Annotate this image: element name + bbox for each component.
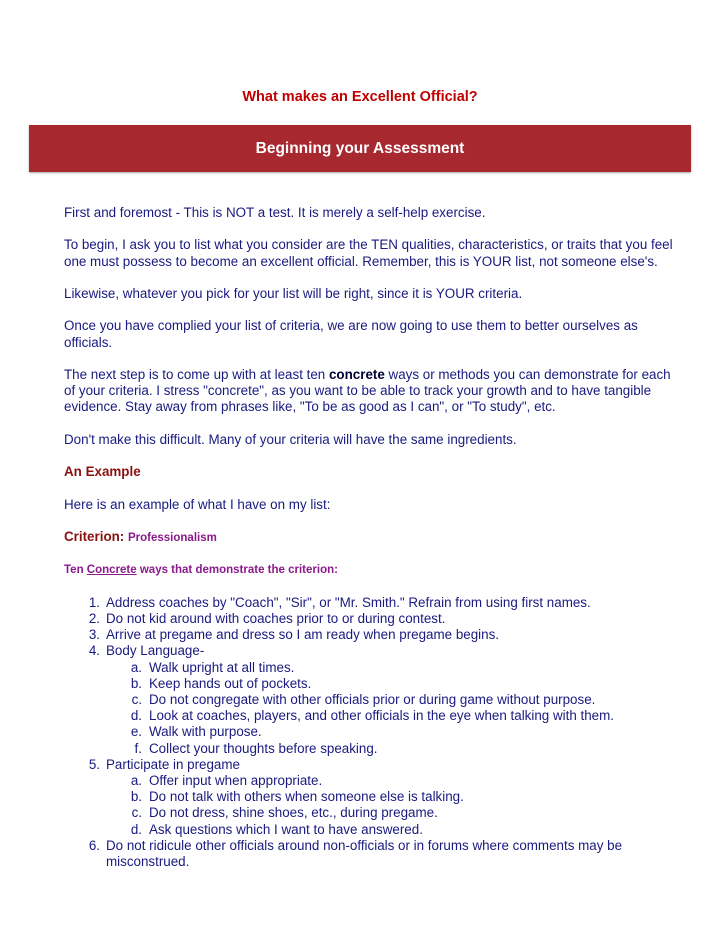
intro-paragraph: First and foremost - This is NOT a test. It is merely a self-help exercise. xyxy=(64,205,486,220)
banner-title: Beginning your Assessment xyxy=(255,140,465,157)
compiled-paragraph: Once you have complied your list of criteria, we are now going to use them to better ourselves as officials. xyxy=(64,318,638,350)
sublist-letter: c. xyxy=(131,691,142,707)
example-intro: Here is an example of what I have on my list: xyxy=(64,496,331,512)
sublist-letter: b. xyxy=(130,789,142,805)
sublist-item xyxy=(106,692,684,708)
sublist-item xyxy=(106,676,684,692)
concrete-ways-list xyxy=(64,595,684,870)
concrete-bold: concrete xyxy=(328,366,385,382)
example-heading: An Example xyxy=(64,464,141,480)
ten-concrete-line xyxy=(64,562,684,578)
list-number: 4. xyxy=(88,643,100,659)
list-item xyxy=(64,627,684,643)
sublist-item xyxy=(106,789,684,805)
sublist-item-text: Walk with purpose. xyxy=(149,724,262,740)
sublist-item-text: Do not talk with others when someone else is talking. xyxy=(149,789,464,805)
sublist-item xyxy=(106,822,684,838)
sublist-letter: a. xyxy=(130,772,142,788)
sublist-item xyxy=(106,741,684,757)
concrete-text-after: ways or methods you can demonstrate for each of your criteria. I stress "concrete", as you want to be able to track your growth and to have tangible evidence. Stay away from phrases like, "To be as good as I can", or "To study", etc. xyxy=(64,366,671,415)
list-item-text: Body Language- xyxy=(106,643,205,659)
list-item-text: Do not kid around with coaches prior to or during contest. xyxy=(106,610,446,626)
list-item-text: Arrive at pregame and dress so I am ready when pregame begins. xyxy=(106,627,499,643)
criteria-paragraph: Likewise, whatever you pick for your list will be right, since it is YOUR criteria. xyxy=(64,285,523,301)
list-item xyxy=(64,595,684,611)
sublist-item xyxy=(106,805,684,821)
sublist-item-text: Collect your thoughts before speaking. xyxy=(149,740,378,756)
list-number: 3. xyxy=(88,627,100,643)
section-banner xyxy=(29,125,691,172)
list-item xyxy=(64,838,684,870)
sublist-item-text: Offer input when appropriate. xyxy=(149,772,323,788)
pregame-sublist xyxy=(106,773,684,838)
sublist-item xyxy=(106,724,684,740)
list-number: 5. xyxy=(88,756,100,772)
difficult-paragraph: Don't make this difficult. Many of your criteria will have the same ingredients. xyxy=(64,431,517,447)
sublist-item-text: Keep hands out of pockets. xyxy=(149,675,312,691)
sublist-letter: f. xyxy=(134,740,142,756)
list-item xyxy=(64,611,684,627)
concrete-text-before: The next step is to come up with at least ten xyxy=(64,366,329,382)
body-language-sublist xyxy=(106,660,684,757)
list-item-text: Address coaches by "Coach", "Sir", or "Mr. Smith." Refrain from using first names. xyxy=(106,594,591,610)
criterion-label: Criterion: xyxy=(64,528,125,544)
ten-after: ways that demonstrate the criterion: xyxy=(136,564,338,577)
sublist-item-text: Walk upright at all times. xyxy=(149,659,295,675)
sublist-letter: a. xyxy=(130,659,142,675)
sublist-letter: d. xyxy=(130,821,142,837)
ten-qualities-paragraph: To begin, I ask you to list what you consider are the TEN qualities, characteristics, or traits that you feel one must possess to become an excellent official. Remember, this is YOUR list, not someone else's. xyxy=(64,237,673,269)
sublist-letter: e. xyxy=(130,724,142,740)
sublist-item-text: Do not dress, shine shoes, etc., during pregame. xyxy=(149,805,438,821)
list-item-text: Participate in pregame xyxy=(106,756,240,772)
criterion-value: Professionalism xyxy=(128,531,217,544)
list-item-text: Do not ridicule other officials around non-officials or in forums where comments may be misconstrued. xyxy=(106,837,623,869)
sublist-item-text: Ask questions which I want to have answered. xyxy=(149,821,423,837)
sublist-item-text: Do not congregate with other officials prior or during game without purpose. xyxy=(149,691,596,707)
sublist-letter: c. xyxy=(131,805,142,821)
list-number: 1. xyxy=(88,594,100,610)
ten-before: Ten xyxy=(64,564,87,577)
concrete-paragraph xyxy=(64,367,684,416)
criterion-line xyxy=(64,529,684,546)
list-item xyxy=(64,643,684,756)
document-body xyxy=(64,205,684,870)
document-title: What makes an Excellent Official? xyxy=(242,89,478,105)
sublist-item xyxy=(106,773,684,789)
list-number: 2. xyxy=(88,610,100,626)
list-item xyxy=(64,757,684,838)
sublist-item xyxy=(106,708,684,724)
sublist-item-text: Look at coaches, players, and other officials in the eye when talking with them. xyxy=(149,708,614,724)
ten-underlined: Concrete xyxy=(86,564,137,577)
sublist-letter: d. xyxy=(130,708,142,724)
sublist-item xyxy=(106,660,684,676)
list-number: 6. xyxy=(88,837,100,853)
sublist-letter: b. xyxy=(130,675,142,691)
